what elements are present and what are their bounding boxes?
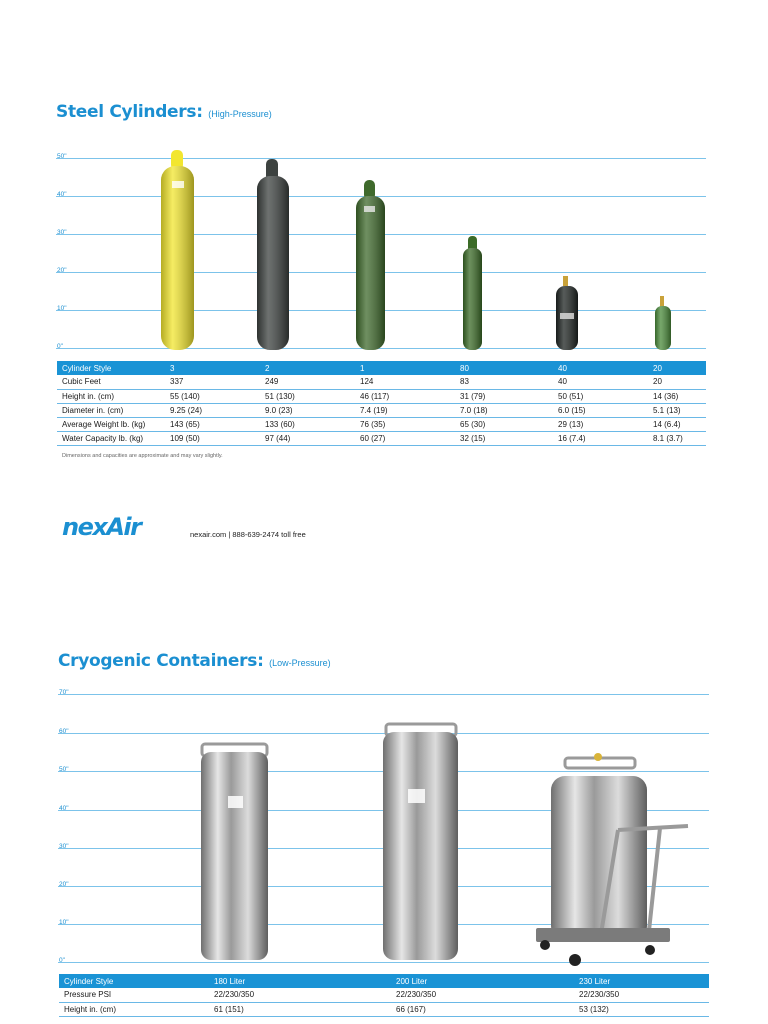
table-cell: 51 (130): [260, 389, 355, 403]
y-tick: 50": [57, 153, 67, 160]
table-row: [59, 988, 709, 1002]
cryo-230-liter-image: [536, 753, 688, 966]
column-header: 180 Liter: [209, 974, 391, 988]
table-cell: 46 (117): [355, 389, 455, 403]
y-tick: 0": [59, 957, 65, 964]
y-tick: 40": [57, 191, 67, 198]
table-header-row: [59, 974, 709, 988]
nexair-logo: nexAir: [62, 513, 141, 541]
cryo-200-liter-image: [383, 724, 458, 960]
cryo-subtitle: (Low-Pressure): [269, 658, 331, 668]
table-cell: 14 (36): [648, 389, 706, 403]
y-tick: 0": [57, 343, 63, 350]
column-header: Cylinder Style: [57, 361, 165, 375]
y-tick: 20": [59, 881, 69, 888]
column-header: 230 Liter: [574, 974, 709, 988]
table-cell: 9.25 (24): [165, 403, 260, 417]
table-cell: 20: [648, 375, 706, 389]
table-cell: 83: [455, 375, 553, 389]
y-tick: 30": [59, 843, 69, 850]
table-cell: 60 (27): [355, 431, 455, 445]
y-tick: 50": [59, 766, 69, 773]
table-cell: 66 (167): [391, 1002, 574, 1016]
cryo-180-liter-image: [201, 744, 268, 960]
table-cell: 65 (30): [455, 417, 553, 431]
table-cell: 31 (79): [455, 389, 553, 403]
table-cell: Pressure PSI: [59, 988, 209, 1002]
table-cell: Diameter in. (cm): [57, 403, 165, 417]
y-tick: 10": [57, 305, 67, 312]
column-header: 80: [455, 361, 553, 375]
steel-title: Steel Cylinders:: [56, 102, 203, 122]
table-cell: 53 (132): [574, 1002, 709, 1016]
table-cell: 124: [355, 375, 455, 389]
table-cell: 50 (51): [553, 389, 648, 403]
table-cell: 7.0 (18): [455, 403, 553, 417]
table-cell: 6.0 (15): [553, 403, 648, 417]
table-cell: 14 (6.4): [648, 417, 706, 431]
table-cell: 55 (140): [165, 389, 260, 403]
table-cell: 109 (50): [165, 431, 260, 445]
table-cell: Cubic Feet: [57, 375, 165, 389]
table-cell: 133 (60): [260, 417, 355, 431]
y-tick: 40": [59, 805, 69, 812]
column-header: 2: [260, 361, 355, 375]
table-cell: 22/230/350: [391, 988, 574, 1002]
steel-subtitle: (High-Pressure): [208, 109, 272, 119]
table-cell: Water Capacity lb. (kg): [57, 431, 165, 445]
column-header: 200 Liter: [391, 974, 574, 988]
table-cell: 97 (44): [260, 431, 355, 445]
steel-footnote: Dimensions and capacities are approximate and may vary slightly.: [62, 453, 223, 459]
column-header: 20: [648, 361, 706, 375]
cryo-title: Cryogenic Containers:: [58, 651, 264, 671]
table-cell: 337: [165, 375, 260, 389]
table-cell: 61 (151): [209, 1002, 391, 1016]
column-header: 40: [553, 361, 648, 375]
table-cell: 22/230/350: [209, 988, 391, 1002]
table-cell: 7.4 (19): [355, 403, 455, 417]
table-cell: 76 (35): [355, 417, 455, 431]
table-cell: 5.1 (13): [648, 403, 706, 417]
column-header: 1: [355, 361, 455, 375]
table-cell: 143 (65): [165, 417, 260, 431]
table-cell: 9.0 (23): [260, 403, 355, 417]
y-tick: 20": [57, 267, 67, 274]
table-cell: 32 (15): [455, 431, 553, 445]
y-tick: 60": [59, 728, 69, 735]
y-tick: 70": [59, 689, 69, 696]
cryo-spec-table: [59, 974, 709, 1017]
table-cell: Height in. (cm): [57, 389, 165, 403]
table-cell: 16 (7.4): [553, 431, 648, 445]
table-cell: 29 (13): [553, 417, 648, 431]
table-row: [59, 1002, 709, 1016]
contact-info: nexair.com | 888-639-2474 toll free: [190, 530, 306, 539]
table-cell: 22/230/350: [574, 988, 709, 1002]
y-tick: 10": [59, 919, 69, 926]
y-tick: 30": [57, 229, 67, 236]
table-cell: Average Weight lb. (kg): [57, 417, 165, 431]
table-cell: 40: [553, 375, 648, 389]
table-cell: 8.1 (3.7): [648, 431, 706, 445]
table-cell: Height in. (cm): [59, 1002, 209, 1016]
table-cell: 249: [260, 375, 355, 389]
column-header: 3: [165, 361, 260, 375]
column-header: Cylinder Style: [59, 974, 209, 988]
